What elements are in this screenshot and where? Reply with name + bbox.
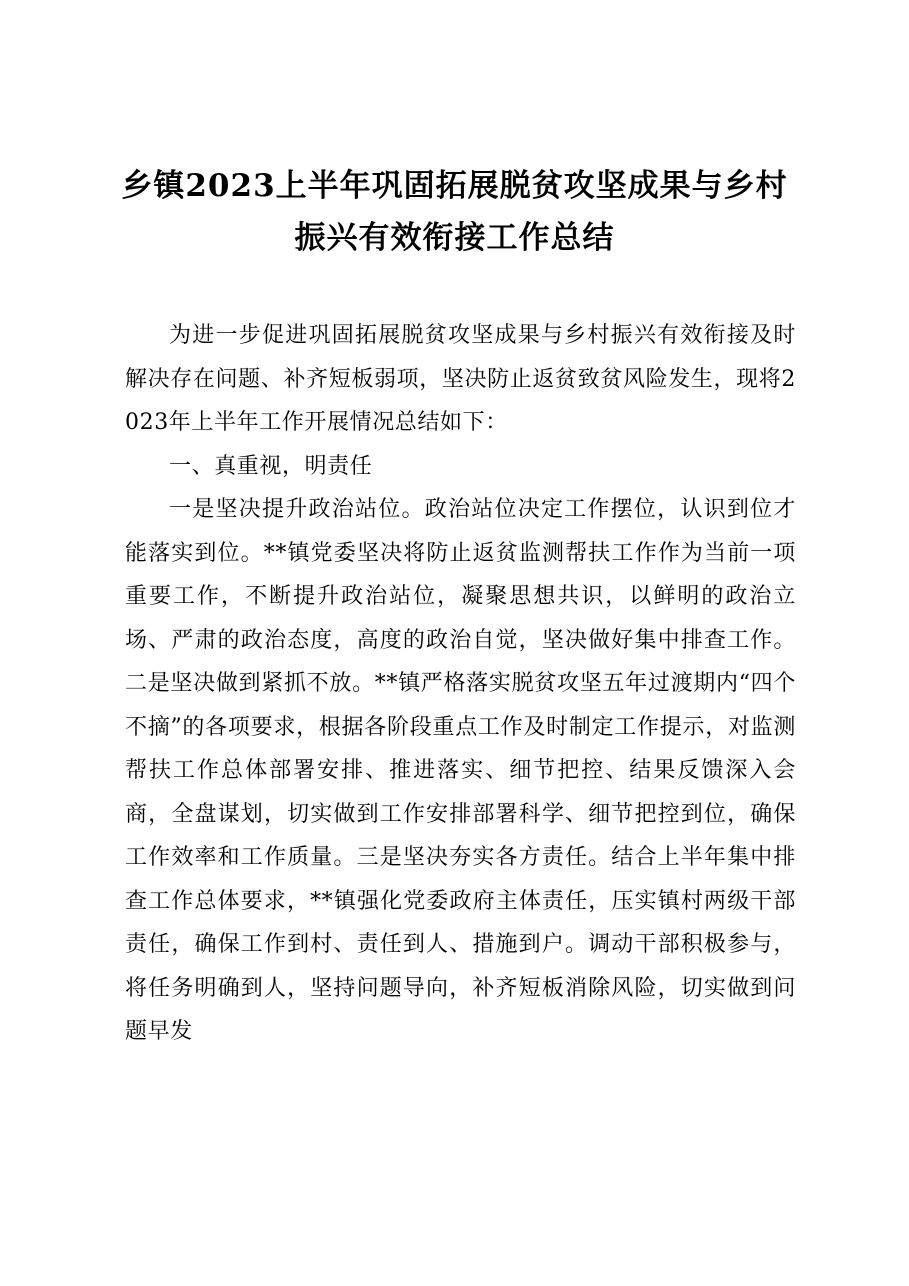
- document-body: [125, 314, 796, 1054]
- section-heading-1: 一、真重视，明责任: [169, 453, 373, 479]
- paragraph-intro: 为进一步促进巩固拓展脱贫攻坚成果与乡村振兴有效衔接及时解决存在问题、补齐短板弱项，坚决防止返贫致贫风险发生，现将2023年上半年工作开展情况总结如下：: [125, 323, 796, 435]
- paragraph-section-1: 一是坚决提升政治站位。政治站位决定工作摆位，认识到位才能落实到位。**镇党委坚决将防止返贫监测帮扶工作作为当前一项重要工作，不断提升政治站位，凝聚思想共识，以鲜明的政治立场、严肃的政治态度，高度的政治自觉，坚决做好集中排查工作。二是坚决做到紧抓不放。**镇严格落实脱贫攻坚五年过渡期内“四个不摘”的各项要求，根据各阶段重点工作及时制定工作提示，对监测帮扶工作总体部署安排、推进落实、细节把控、结果反馈深入会商，全盘谋划，切实做到工作安排部署科学、细节把控到位，确保工作效率和工作质量。三是坚决夯实各方责任。结合上半年集中排查工作总体要求，**镇强化党委政府主体责任，压实镇村两级干部责任，确保工作到村、责任到人、措施到户。调动干部积极参与，将任务明确到人，坚持问题导向，补齐短板消除风险，切实做到问题早发: [125, 497, 796, 1044]
- document-title: 乡镇2023上半年巩固拓展脱贫攻坚成果与乡村振兴有效衔接工作总结: [121, 168, 788, 256]
